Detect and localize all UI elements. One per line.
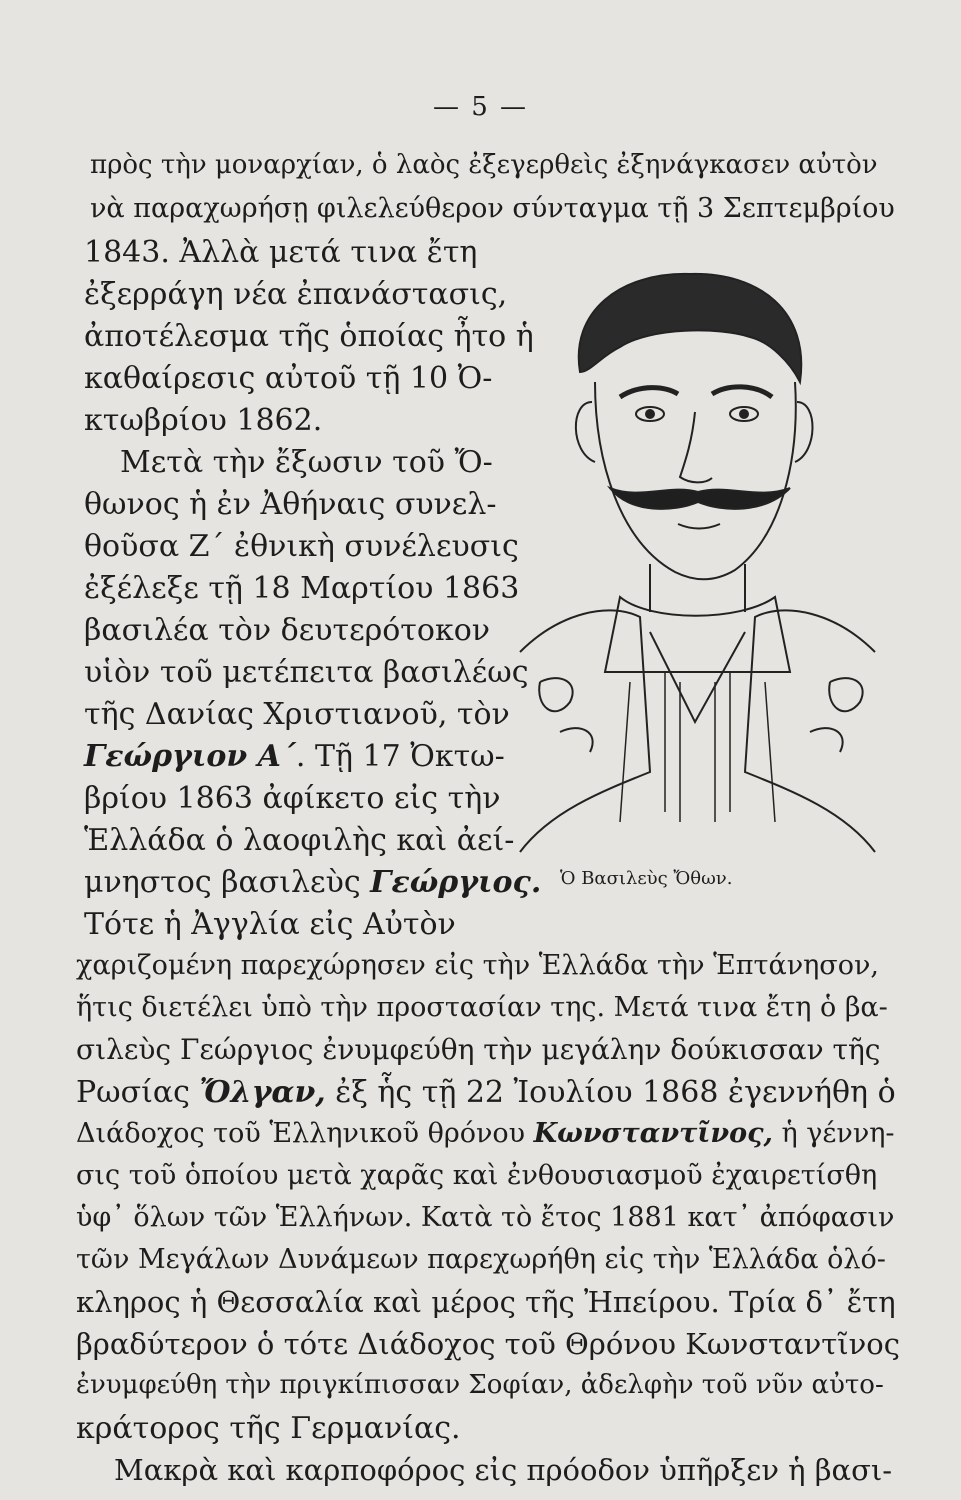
text-line: τῶν Μεγάλων Δυνάμεων παρεχωρήθη εἰς τὴν Ἑλλάδα ὁλό-	[76, 1244, 886, 1275]
name-olga: Ὄλγαν,	[199, 1075, 326, 1110]
text-fragment: μνηστος βασιλεὺς	[84, 865, 371, 900]
text-line: 1843. Ἀλλὰ μετά τινα ἔτη	[84, 235, 478, 270]
text-line: πρὸς τὴν μοναρχίαν, ὁ λαὸς ἐξεγερθεὶς ἐξηνάγκασεν αὐτὸν	[90, 150, 878, 180]
text-line: Μακρὰ καὶ καρποφόρος εἰς πρόοδον ὑπῆρξεν ἡ βασι-	[114, 1453, 893, 1487]
text-line: θοῦσα Ζ´ ἐθνικὴ συνέλευσις	[84, 529, 519, 564]
name-georgios: Γεώργιον Α´	[84, 739, 296, 774]
text-line: καθαίρεσις αὐτοῦ τῇ 10 Ὀ-	[84, 361, 493, 396]
text-line: τῆς Δανίας Χριστιανοῦ, τὸν	[84, 697, 510, 732]
text-fragment: ἡ γέννη-	[772, 1118, 895, 1149]
text-line: σιλεὺς Γεώργιος ἐνυμφεύθη τὴν μεγάλην δούκισσαν τῆς	[76, 1033, 881, 1066]
text-line: χαριζομένη παρεχώρησεν εἰς τὴν Ἑλλάδα τὴν Ἑπτάνησον,	[76, 950, 879, 981]
text-fragment: . Τῇ 17 Ὀκτω-	[295, 739, 505, 774]
text-line: Ἑλλάδα ὁ λαοφιλὴς καὶ ἀεί-	[84, 823, 515, 858]
name-georgios-king: Γεώργιος.	[370, 865, 542, 900]
text-line: βασιλέα τὸν δευτερότοκον	[84, 613, 491, 648]
text-fragment: ἐξ ἧς τῇ 22 Ἰουλίου 1868 ἐγεννήθη ὁ	[325, 1075, 896, 1110]
text-line: σις τοῦ ὁποίου μετὰ χαρᾶς καὶ ἐνθουσιασμοῦ ἐχαιρετίσθη	[76, 1160, 878, 1191]
text-line	[84, 739, 505, 774]
text-line: ἐξέλεξε τῇ 18 Μαρτίου 1863	[84, 571, 520, 606]
text-line: θωνος ἡ ἐν Ἀθήναις συνελ-	[84, 487, 497, 522]
text-line	[76, 1075, 896, 1110]
text-line: ἀποτέλεσμα τῆς ὁποίας ἦτο ἡ	[84, 319, 534, 354]
text-line: κράτορος τῆς Γερμανίας.	[76, 1411, 461, 1446]
text-line: ἐξερράγη νέα ἐπανάστασις,	[84, 277, 508, 312]
text-line: υἱὸν τοῦ μετέπειτα βασιλέως	[84, 655, 529, 690]
text-fragment: Διάδοχος τοῦ Ἑλληνικοῦ θρόνου	[76, 1118, 534, 1149]
text-line: κτωβρίου 1862.	[84, 403, 323, 438]
text-line: κληρος ἡ Θεσσαλία καὶ μέρος τῆς Ἠπείρου. Τρία δ᾽ ἔτη	[76, 1285, 896, 1319]
text-line: βρίου 1863 ἀφίκετο εἰς τὴν	[84, 781, 501, 816]
text-line: βραδύτερον ὁ τότε Διάδοχος τοῦ Θρόνου Κωνσταντῖνος	[76, 1327, 900, 1361]
text-fragment: Ρωσίας	[76, 1075, 200, 1110]
text-line: ἥτις διετέλει ὑπὸ τὴν προστασίαν της. Μετά τινα ἔτη ὁ βα-	[76, 992, 888, 1023]
portrait-king-otto-illustration	[500, 252, 895, 882]
text-line	[76, 1120, 895, 1147]
text-line: Τότε ἡ Ἀγγλία εἰς Αὐτὸν	[84, 907, 456, 942]
text-line: ἐνυμφεύθη τὴν πριγκίπισσαν Σοφίαν, ἀδελφὴν τοῦ νῦν αὐτο-	[76, 1370, 884, 1400]
page-number: — 5 —	[432, 92, 529, 122]
text-line	[84, 865, 542, 900]
text-line: Μετὰ τὴν ἔξωσιν τοῦ Ὄ-	[120, 445, 493, 480]
text-line: ὑφ᾽ ὅλων τῶν Ἑλλήνων. Κατὰ τὸ ἔτος 1881 κατ᾽ ἀπόφασιν	[76, 1202, 895, 1233]
text-line: νὰ παραχωρήσῃ φιλελεύθερον σύνταγμα τῇ 3 Σεπτεμβρίου	[90, 193, 895, 224]
name-konstantinos: Κωνσταντῖνος,	[533, 1118, 773, 1149]
portrait-caption: Ὁ Βασιλεὺς Ὄθων.	[560, 868, 733, 889]
